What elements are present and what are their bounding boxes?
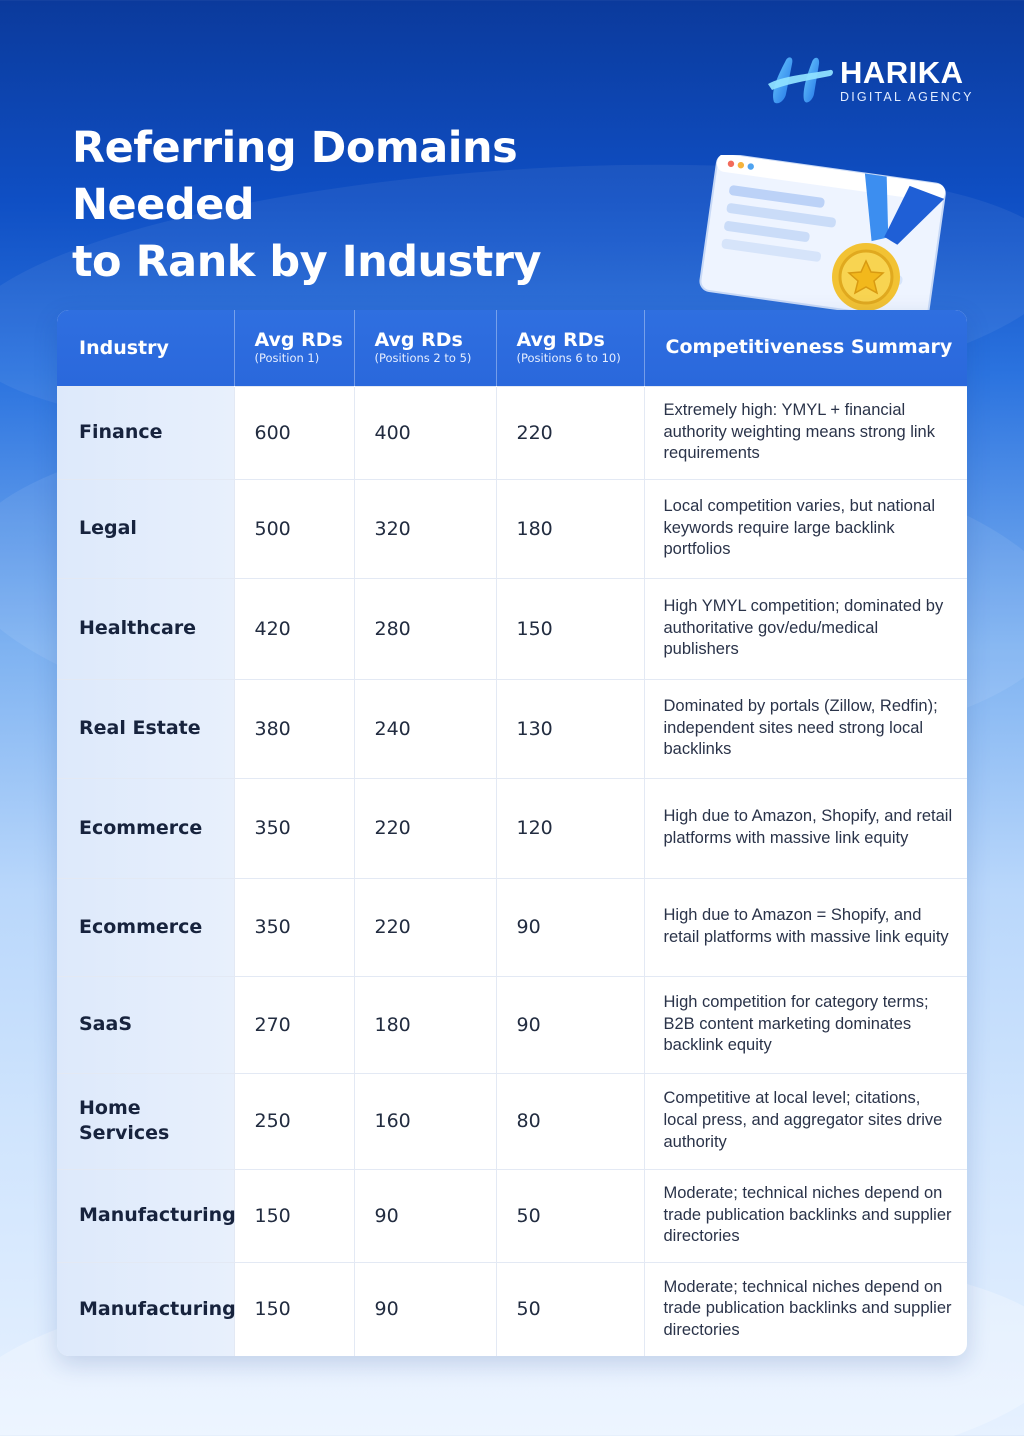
- avg-rds-positions-6-10-cell: 50: [496, 1262, 644, 1356]
- avg-rds-positions-2-5-cell: 90: [354, 1262, 496, 1356]
- industry-cell: Healthcare: [57, 578, 234, 679]
- competitiveness-summary-cell: High due to Amazon = Shopify, and retail platforms with massive link equity: [644, 878, 967, 976]
- column-header-label: Avg RDs: [374, 329, 463, 352]
- table-row: [57, 976, 967, 1073]
- column-header-sublabel: (Positions 6 to 10): [516, 351, 621, 366]
- table-row: [57, 578, 967, 679]
- industry-cell: Manufacturing: [57, 1169, 234, 1262]
- industry-cell: Finance: [57, 386, 234, 479]
- brand-tagline: DIGITAL AGENCY: [840, 90, 974, 104]
- column-header-label: Avg RDs: [516, 329, 605, 352]
- avg-rds-positions-6-10-cell: 80: [496, 1073, 644, 1169]
- avg-rds-positions-2-5-cell: 240: [354, 679, 496, 778]
- competitiveness-summary-cell: Moderate; technical niches depend on trade publication backlinks and supplier directories: [644, 1262, 967, 1356]
- avg-rds-position-1-cell: 380: [234, 679, 354, 778]
- table-header-row: [57, 310, 967, 386]
- competitiveness-summary-cell: Extremely high: YMYL + financial authority weighting means strong link requirements: [644, 386, 967, 479]
- avg-rds-positions-2-5-cell: 280: [354, 578, 496, 679]
- column-header-industry: Industry: [57, 310, 234, 386]
- column-header-positions-6-10: [496, 310, 644, 386]
- avg-rds-position-1-cell: 150: [234, 1169, 354, 1262]
- avg-rds-position-1-cell: 250: [234, 1073, 354, 1169]
- avg-rds-positions-2-5-cell: 220: [354, 778, 496, 878]
- avg-rds-positions-2-5-cell: 220: [354, 878, 496, 976]
- referring-domains-table: [57, 310, 967, 1356]
- table-row: [57, 1169, 967, 1262]
- avg-rds-position-1-cell: 600: [234, 386, 354, 479]
- avg-rds-position-1-cell: 500: [234, 479, 354, 578]
- table-row: [57, 878, 967, 976]
- avg-rds-position-1-cell: 270: [234, 976, 354, 1073]
- competitiveness-summary-cell: High due to Amazon, Shopify, and retail platforms with massive link equity: [644, 778, 967, 878]
- avg-rds-positions-6-10-cell: 90: [496, 976, 644, 1073]
- avg-rds-positions-6-10-cell: 130: [496, 679, 644, 778]
- avg-rds-positions-6-10-cell: 50: [496, 1169, 644, 1262]
- avg-rds-positions-6-10-cell: 220: [496, 386, 644, 479]
- avg-rds-positions-6-10-cell: 90: [496, 878, 644, 976]
- table-row: [57, 679, 967, 778]
- table-row: [57, 1073, 967, 1169]
- page-title-line-2: to Rank by Industry: [72, 237, 542, 287]
- avg-rds-positions-6-10-cell: 120: [496, 778, 644, 878]
- brand-logo: [764, 50, 974, 110]
- avg-rds-position-1-cell: 350: [234, 878, 354, 976]
- industry-cell: Legal: [57, 479, 234, 578]
- column-header-position-1: [234, 310, 354, 386]
- avg-rds-positions-2-5-cell: 90: [354, 1169, 496, 1262]
- avg-rds-positions-2-5-cell: 180: [354, 976, 496, 1073]
- column-header-sublabel: (Position 1): [254, 351, 320, 366]
- avg-rds-positions-2-5-cell: 400: [354, 386, 496, 479]
- avg-rds-position-1-cell: 150: [234, 1262, 354, 1356]
- table-row: [57, 386, 967, 479]
- table-row: [57, 479, 967, 578]
- industry-cell: Home Services: [57, 1073, 234, 1169]
- competitiveness-summary-cell: Competitive at local level; citations, local press, and aggregator sites drive authority: [644, 1073, 967, 1169]
- page-title-line-1: Referring Domains Needed: [72, 123, 518, 230]
- avg-rds-position-1-cell: 420: [234, 578, 354, 679]
- column-header-label: Avg RDs: [254, 329, 343, 352]
- table-body: [57, 386, 967, 1356]
- column-header-summary: Competitiveness Summary: [665, 336, 953, 359]
- column-header-sublabel: (Positions 2 to 5): [374, 351, 472, 366]
- avg-rds-positions-2-5-cell: 160: [354, 1073, 496, 1169]
- column-header-positions-2-5: [354, 310, 496, 386]
- avg-rds-positions-2-5-cell: 320: [354, 479, 496, 578]
- industry-cell: Real Estate: [57, 679, 234, 778]
- industry-cell: Manufacturing: [57, 1262, 234, 1356]
- harika-logo-icon: [764, 50, 836, 110]
- industry-cell: Ecommerce: [57, 778, 234, 878]
- avg-rds-positions-6-10-cell: 150: [496, 578, 644, 679]
- avg-rds-positions-6-10-cell: 180: [496, 479, 644, 578]
- browser-window-with-award-medal-icon: [688, 155, 963, 315]
- table-row: [57, 778, 967, 878]
- competitiveness-summary-cell: Local competition varies, but national keywords require large backlink portfolios: [644, 479, 967, 578]
- competitiveness-summary-cell: Moderate; technical niches depend on trade publication backlinks and supplier directories: [644, 1169, 967, 1262]
- page-title: [72, 120, 712, 291]
- industry-cell: SaaS: [57, 976, 234, 1073]
- industry-cell: Ecommerce: [57, 878, 234, 976]
- brand-name: HARIKA: [840, 55, 964, 90]
- competitiveness-summary-cell: Dominated by portals (Zillow, Redfin); independent sites need strong local backlinks: [644, 679, 967, 778]
- table-row: [57, 1262, 967, 1356]
- competitiveness-summary-cell: High competition for category terms; B2B content marketing dominates backlink equity: [644, 976, 967, 1073]
- competitiveness-summary-cell: High YMYL competition; dominated by authoritative gov/edu/medical publishers: [644, 578, 967, 679]
- avg-rds-position-1-cell: 350: [234, 778, 354, 878]
